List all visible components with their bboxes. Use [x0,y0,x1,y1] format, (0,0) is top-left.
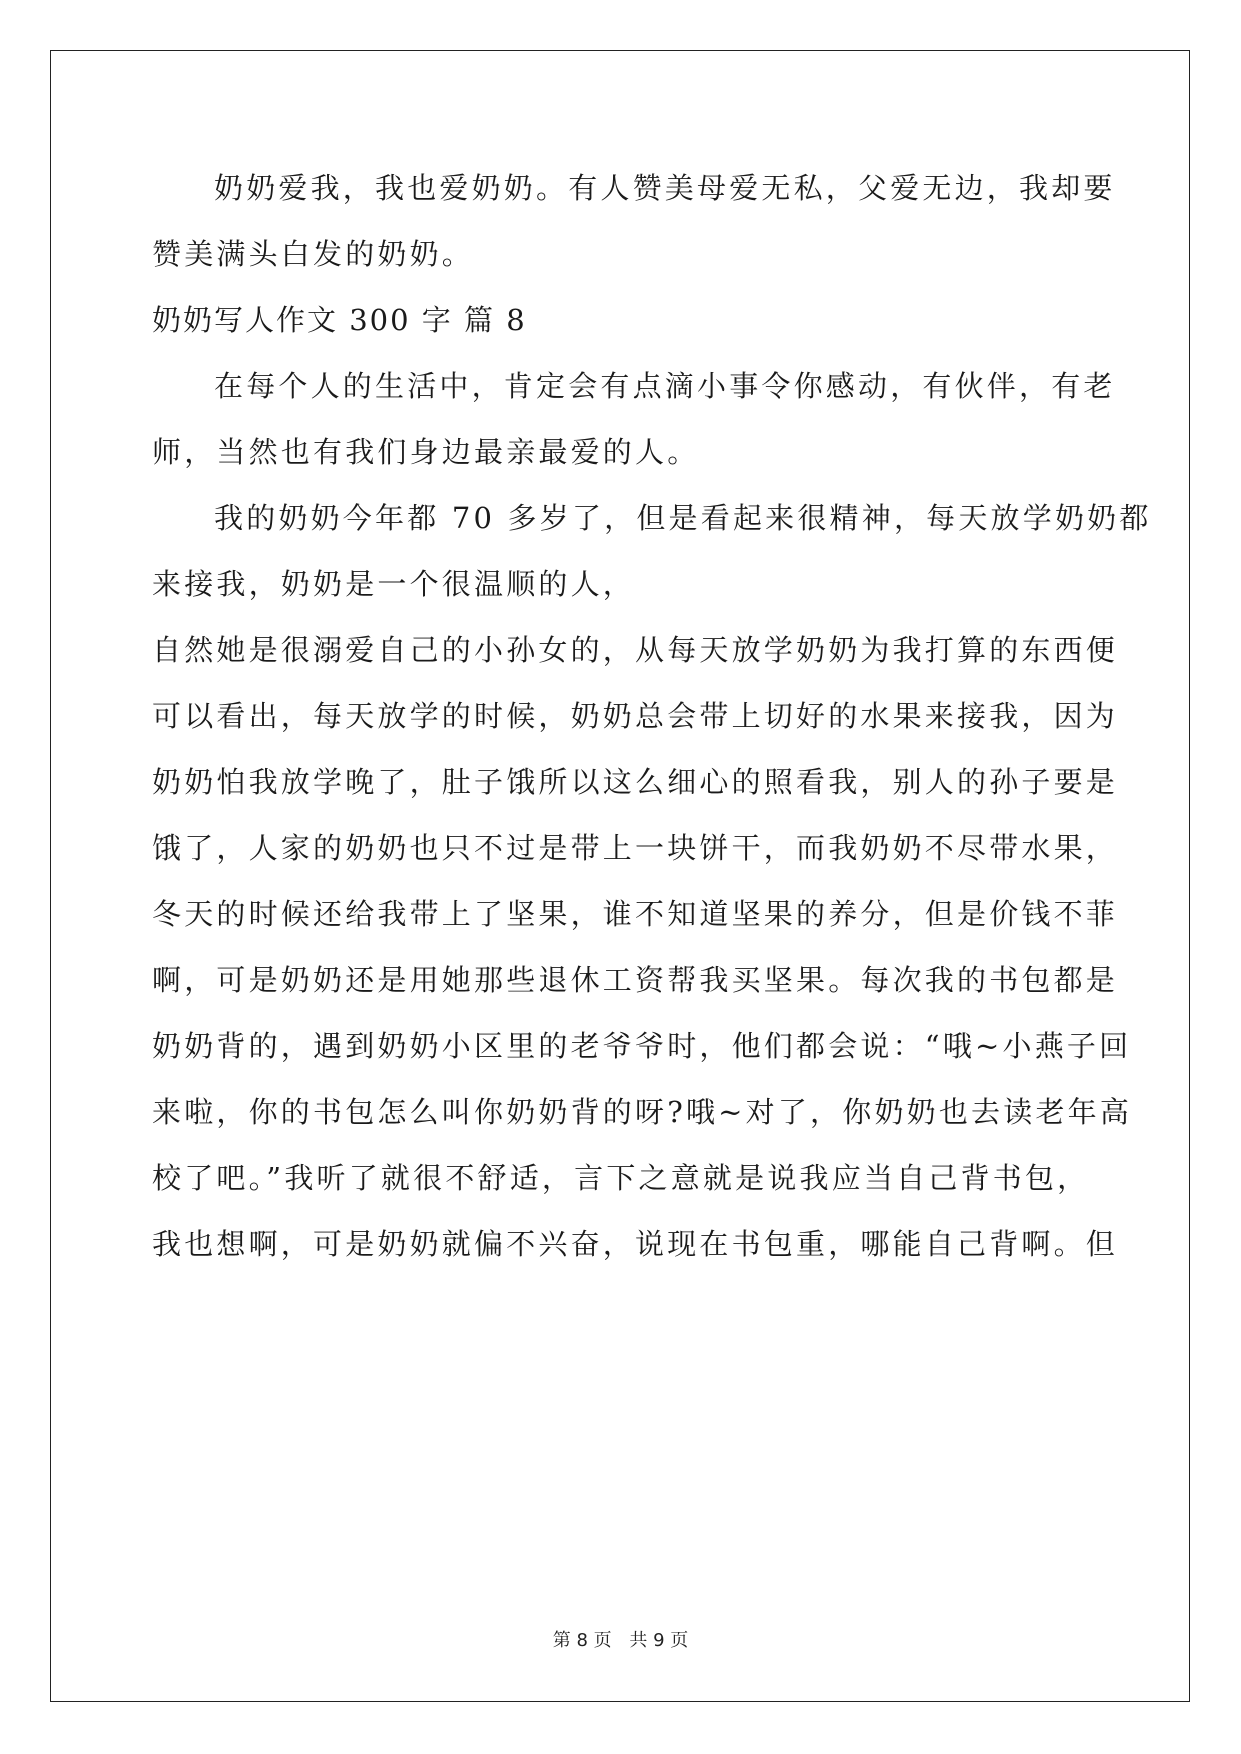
paragraph-line: 来啦，你的书包怎么叫你奶奶背的呀?哦~对了，你奶奶也去读老年高 [152,1095,1133,1129]
paragraph-line: 啊，可是奶奶还是用她那些退休工资帮我买坚果。每次我的书包都是 [152,963,1119,997]
paragraph-line: 奶奶怕我放学晚了，肚子饿所以这么细心的照看我，别人的孙子要是 [152,765,1119,799]
paragraph-line: 我也想啊，可是奶奶就偏不兴奋，说现在书包重，哪能自己背啊。但 [152,1227,1119,1261]
document-body [152,155,1152,1277]
section-heading: 奶奶写人作文 300 字 篇 8 [152,303,527,337]
page-number: 第 8 页 [552,1630,612,1651]
paragraph-line: 我的奶奶今年都 70 多岁了，但是看起来很精神，每天放学奶奶都 [214,501,1152,535]
paragraph-line: 冬天的时候还给我带上了坚果，谁不知道坚果的养分，但是价钱不菲 [152,897,1119,931]
paragraph-line: 可以看出，每天放学的时候，奶奶总会带上切好的水果来接我，因为 [152,699,1119,733]
paragraph-line: 奶奶背的，遇到奶奶小区里的老爷爷时，他们都会说：“哦~小燕子回 [152,1029,1132,1063]
paragraph-line: 赞美满头白发的奶奶。 [152,237,475,271]
paragraph-line: 自然她是很溺爱自己的小孙女的，从每天放学奶奶为我打算的东西便 [152,633,1119,667]
paragraph-line: 师，当然也有我们身边最亲最爱的人。 [152,435,700,469]
page-total: 共 9 页 [629,1630,689,1651]
paragraph-line: 在每个人的生活中，肯定会有点滴小事令你感动，有伙伴，有老 [214,369,1116,403]
paragraph-line: 校了吧。”我听了就很不舒适，言下之意就是说我应当自己背书包， [152,1161,1090,1195]
paragraph-line: 饿了，人家的奶奶也只不过是带上一块饼干，而我奶奶不尽带水果， [152,831,1119,865]
paragraph-line: 来接我，奶奶是一个很温顺的人， [152,567,636,601]
paragraph-line: 奶奶爱我，我也爱奶奶。有人赞美母爱无私，父爱无边，我却要 [214,171,1116,205]
page-footer [0,1626,1241,1652]
